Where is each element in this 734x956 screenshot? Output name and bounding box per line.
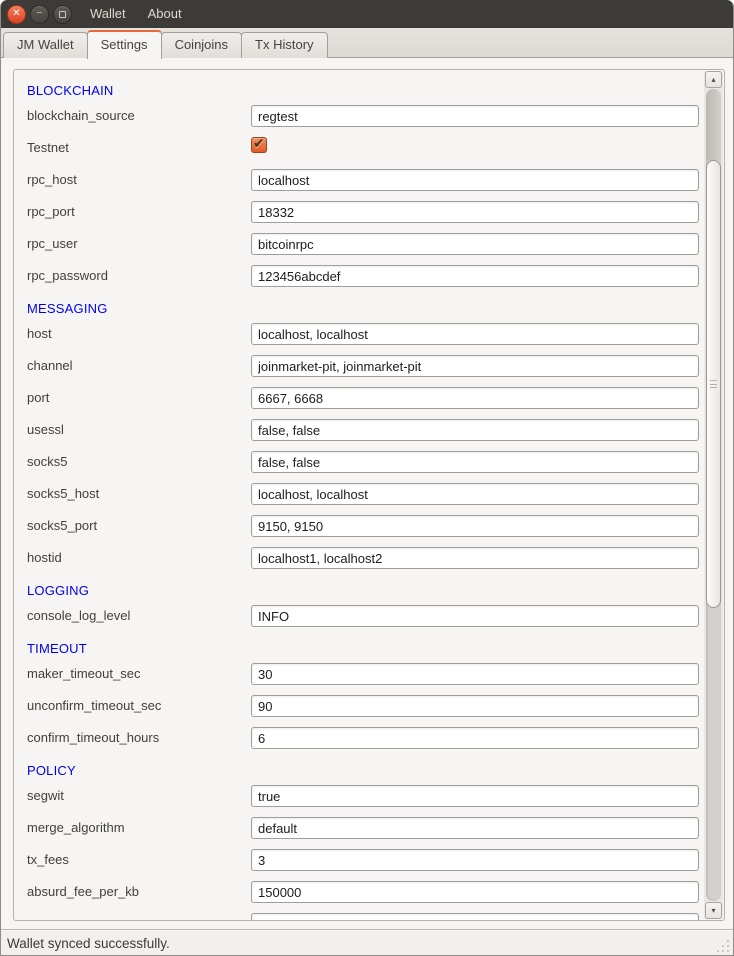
field-label: console_log_level [27,608,131,623]
field-label: Testnet [27,140,69,155]
input-absurd-fee-per-kb[interactable] [251,881,699,903]
maximize-icon [59,11,66,18]
field-row-blockchain-source [27,104,706,136]
input-usessl[interactable] [251,419,699,441]
field-row-rpc-host [27,168,706,200]
settings-tab-pane [1,57,733,929]
field-row-socks5 [27,450,706,482]
field-label: channel [27,358,73,373]
checkbox-testnet[interactable] [251,137,267,153]
field-row-usessl [27,418,706,450]
close-icon: ✕ [12,8,21,19]
maximize-button[interactable] [53,5,72,24]
close-button[interactable] [7,5,26,24]
field-label: port [27,390,50,405]
resize-grip[interactable] [715,938,729,952]
input-tx-fees[interactable] [251,849,699,871]
scrollbar-track[interactable] [706,89,721,901]
input-rpc-host[interactable] [251,169,699,191]
field-label: segwit [27,788,64,803]
section-header-logging: LOGGING [27,583,90,598]
tab-jm-wallet[interactable]: JM Wallet [3,32,88,58]
input-merge-algorithm[interactable] [251,817,699,839]
field-label: rpc_host [27,172,77,187]
field-row-testnet [27,136,706,168]
field-label: rpc_password [27,268,108,283]
settings-form [15,71,706,921]
input-socks5-host[interactable] [251,483,699,505]
section-header-policy: POLICY [27,763,76,778]
field-label: socks5 [27,454,68,469]
field-label: confirm_timeout_hours [27,730,160,745]
input-rpc-port[interactable] [251,201,699,223]
field-label: usessl [27,422,64,437]
input-blockchain-source[interactable] [251,105,699,127]
input-host[interactable] [251,323,699,345]
field-label: socks5_host [27,486,100,501]
field-label: maker_timeout_sec [27,666,141,681]
field-row-maker-timeout-sec [27,662,706,694]
field-label: tx_fees [27,852,69,867]
scrollbar-track-upper [706,89,721,160]
field-row-hostid [27,546,706,578]
input-socks5[interactable] [251,451,699,473]
vertical-scrollbar[interactable] [704,71,723,919]
status-message: Wallet synced successfully. [7,935,170,951]
input-unconfirm-timeout-sec[interactable] [251,695,699,717]
titlebar [1,0,733,28]
field-row-absurd-fee-per-kb [27,880,706,912]
tab-settings[interactable]: Settings [87,30,162,59]
minimize-button[interactable] [30,5,49,24]
input-maker-timeout-sec[interactable] [251,663,699,685]
minimize-icon: − [36,8,43,19]
window-controls [7,5,72,24]
input-confirm-timeout-hours[interactable] [251,727,699,749]
field-label: hostid [27,550,62,565]
field-label: absurd_fee_per_kb [27,884,140,899]
input-socks5-port[interactable] [251,515,699,537]
section-header-timeout: TIMEOUT [27,641,87,656]
menu-wallet[interactable]: Wallet [90,6,126,21]
scrollbar-thumb[interactable] [706,160,721,608]
field-row-merge-algorithm [27,816,706,848]
field-row-tx-fees [27,848,706,880]
input-hostid[interactable] [251,547,699,569]
field-row-rpc-password [27,264,706,296]
field-row-rpc-port [27,200,706,232]
field-label: rpc_port [27,204,75,219]
section-header-messaging: MESSAGING [27,301,108,316]
settings-scroll-area [13,69,725,921]
input-rpc-user[interactable] [251,233,699,255]
field-row-socks5-host [27,482,706,514]
field-label: host [27,326,52,341]
input-segwit[interactable] [251,785,699,807]
field-label: rpc_user [27,236,78,251]
field-label: socks5_port [27,518,98,533]
section-header-blockchain: BLOCKCHAIN [27,83,114,98]
input-port[interactable] [251,387,699,409]
menu-about[interactable]: About [147,6,182,21]
input-console-log-level[interactable] [251,605,699,627]
field-row-host [27,322,706,354]
input-partial[interactable] [251,913,699,921]
status-bar [1,929,733,956]
tab-tx-history[interactable]: Tx History [241,32,328,58]
field-label: blockchain_source [27,108,135,123]
field-row-port [27,386,706,418]
field-label: unconfirm_timeout_sec [27,698,162,713]
field-row-partial [27,912,706,921]
scroll-up-icon: ▴ [711,74,716,84]
field-row-unconfirm-timeout-sec [27,694,706,726]
scrollbar-grip-icon [710,380,717,388]
field-label: merge_algorithm [27,820,125,835]
check-icon: ✔ [253,135,265,151]
field-row-socks5-port [27,514,706,546]
scroll-down-icon: ▾ [711,905,716,915]
field-row-segwit [27,784,706,816]
field-row-console-log-level [27,604,706,636]
scrollbar-up-button[interactable] [705,71,722,88]
field-row-rpc-user [27,232,706,264]
field-row-confirm-timeout-hours [27,726,706,758]
field-row-channel [27,354,706,386]
tab-coinjoins[interactable]: Coinjoins [161,32,242,58]
tab-bar [1,28,733,58]
scrollbar-down-button[interactable] [705,902,722,919]
input-channel[interactable] [251,355,699,377]
menu-bar [88,0,184,28]
input-rpc-password[interactable] [251,265,699,287]
